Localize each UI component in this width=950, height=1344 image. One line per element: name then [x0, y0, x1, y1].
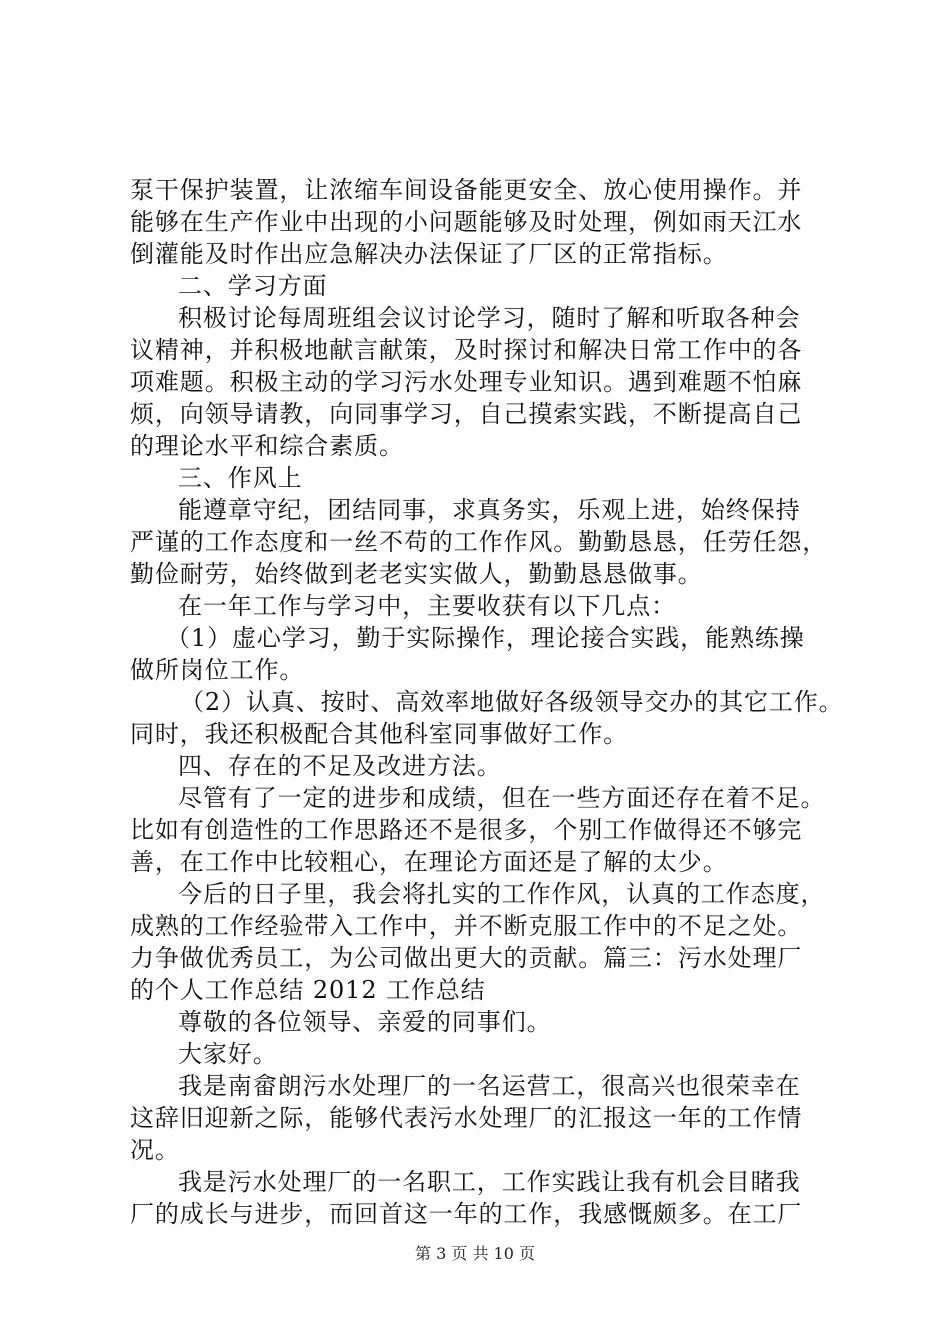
section-heading: 二、学习方面: [178, 272, 328, 300]
text-line: 严谨的工作态度和一丝不苟的工作作风。勤勤恳恳，任劳任怨，: [130, 528, 828, 556]
text-line: 在一年工作与学习中，主要收获有以下几点：: [178, 592, 676, 620]
text-line: 议精神，并积极地献言献策，及时探讨和解决日常工作中的各: [130, 336, 803, 364]
text-line: 积极讨论每周班组会议讨论学习，随时了解和听取各种会: [178, 304, 801, 332]
text-line: 能遵章守纪，团结同事，求真务实，乐观上进，始终保持: [178, 496, 801, 524]
text-line: 的理论水平和综合素质。: [130, 432, 404, 460]
text-line: 我是南畲朗污水处理厂的一名运营工，很高兴也很荣幸在: [178, 1072, 801, 1100]
text-line: 厂的成长与进步，而回首这一年的工作，我感慨颇多。在工厂: [130, 1200, 803, 1228]
text-line: 善，在工作中比较粗心，在理论方面还是了解的太少。: [130, 848, 728, 876]
text-line: 项难题。积极主动的学习污水处理专业知识。遇到难题不怕麻: [130, 368, 803, 396]
text-line: 同时，我还积极配合其他科室同事做好工作。: [130, 720, 628, 748]
list-item: （1）虚心学习，勤于实际操作，理论接合实践，能熟练操: [166, 624, 805, 652]
text-line: 尽管有了一定的进步和成绩，但在一些方面还存在着不足。: [178, 784, 826, 812]
text-line: 我是污水处理厂的一名职工，工作实践让我有机会目睹我: [178, 1168, 801, 1196]
list-item: （2）认真、按时、高效率地做好各级领导交办的其它工作。: [180, 688, 844, 716]
section-heading: 三、作风上: [178, 464, 303, 492]
page-number-footer: 第 3 页 共 10 页: [415, 1244, 535, 1263]
body-text: [130, 174, 850, 1230]
text-line: 这辞旧迎新之际，能够代表污水处理厂的汇报这一年的工作情: [130, 1104, 803, 1132]
text-line: 的个人工作总结 2012 工作总结: [130, 976, 486, 1004]
text-line: 倒灌能及时作出应急解决办法保证了厂区的正常指标。: [130, 240, 728, 268]
text-line: 能够在生产作业中出现的小问题能够及时处理，例如雨天江水: [130, 208, 803, 236]
text-line: 尊敬的各位领导、亲爱的同事们。: [178, 1008, 552, 1036]
text-line: 况。: [130, 1136, 180, 1164]
text-line: 成熟的工作经验带入工作中，并不断克服工作中的不足之处。: [130, 912, 803, 940]
text-line: 勤俭耐劳，始终做到老老实实做人，勤勤恳恳做事。: [130, 560, 703, 588]
text-line: 今后的日子里，我会将扎实的工作作风，认真的工作态度，: [178, 880, 826, 908]
text-line: 比如有创造性的工作思路还不是很多，个别工作做得还不够完: [130, 816, 803, 844]
section-heading: 四、存在的不足及改进方法。: [178, 752, 502, 780]
text-line: 泵干保护装置，让浓缩车间设备能更安全、放心使用操作。并: [130, 176, 803, 204]
text-line: 大家好。: [178, 1040, 278, 1068]
text-line: 做所岗位工作。: [130, 656, 305, 684]
text-line: 力争做优秀员工，为公司做出更大的贡献。篇三：污水处理厂: [130, 944, 803, 972]
text-line: 烦，向领导请教，向同事学习，自己摸索实践，不断提高自己: [130, 400, 803, 428]
